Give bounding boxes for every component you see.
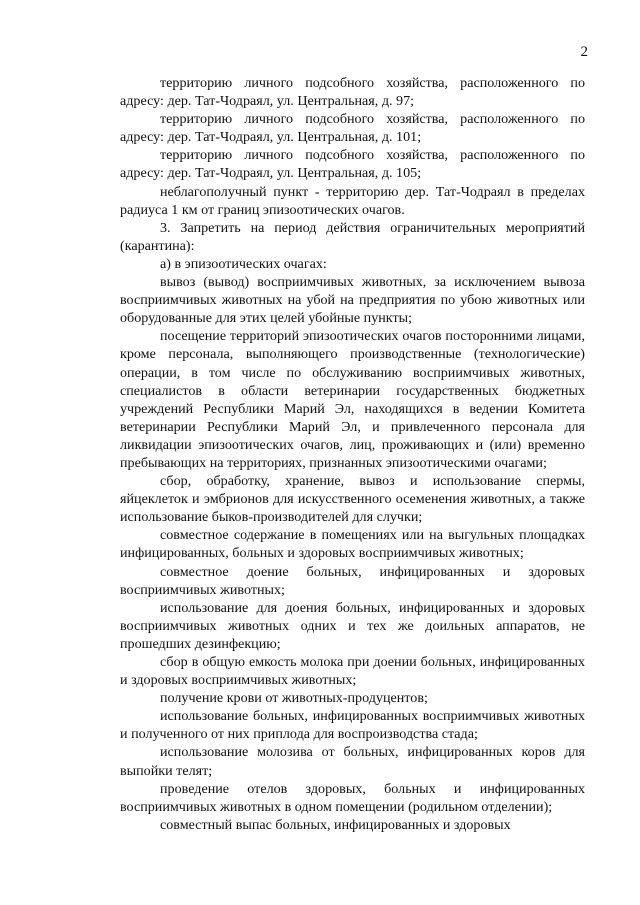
document-body — [120, 74, 585, 834]
paragraph: 3. Запретить на период действия ограничительных мероприятий (карантина): — [120, 219, 585, 254]
paragraph: посещение территорий эпизоотических очагов посторонними лицами, кроме персонала, выполняющего производственные (технологические) операции, в том числе по обслуживанию восприимчивых животных, специалистов в области ветеринарии государственных бюджетных учреждений Республики Марий Эл, находящихся в ведении Комитета ветеринарии Республики Марий Эл, и привлеченного персонала для ликвидации эпизоотических очагов, лиц, проживающих и (или) временно пребывающих на территориях, признанных эпизоотическими очагами; — [120, 328, 585, 471]
paragraph: территорию личного подсобного хозяйства, расположенного по адресу: дер. Тат-Чодраял, ул. Центральная, д. 97; — [120, 75, 585, 110]
paragraph: совместное доение больных, инфицированных и здоровых восприимчивых животных; — [120, 563, 585, 598]
paragraph: сбор в общую емкость молока при доении больных, инфицированных и здоровых восприимчивых животных; — [120, 654, 585, 689]
paragraph: проведение отелов здоровых, больных и инфицированных восприимчивых животных в одном помещении (родильном отделении); — [120, 780, 585, 815]
paragraph: неблагополучный пункт - территорию дер. Тат-Чодраял в пределах радиуса 1 км от границ эпизоотических очагов. — [120, 183, 585, 218]
paragraph: использование молозива от больных, инфицированных коров для выпойки телят; — [120, 744, 585, 779]
paragraph: вывоз (вывод) восприимчивых животных, за исключением вывоза восприимчивых животных на убой на предприятия по убою животных или оборудованные для этих целей убойные пункты; — [120, 274, 585, 327]
paragraph: а) в эпизоотических очагах: — [160, 255, 327, 272]
paragraph: совместное содержание в помещениях или на выгульных площадках инфицированных, больных и здоровых восприимчивых животных; — [120, 527, 585, 562]
page-number: 2 — [580, 44, 588, 60]
paragraph: использование больных, инфицированных восприимчивых животных и полученного от них приплода для воспроизводства стада; — [120, 708, 585, 743]
paragraph: сбор, обработку, хранение, вывоз и использование спермы, яйцеклеток и эмбрионов для искусственного осеменения животных, а также использование быков-производителей для случки; — [120, 473, 585, 526]
paragraph: получение крови от животных-продуцентов; — [160, 690, 428, 707]
paragraph: территорию личного подсобного хозяйства, расположенного по адресу: дер. Тат-Чодраял, ул. Центральная, д. 105; — [120, 147, 585, 182]
paragraph: совместный выпас больных, инфицированных и здоровых — [160, 816, 511, 833]
paragraph: территорию личного подсобного хозяйства, расположенного по адресу: дер. Тат-Чодраял, ул. Центральная, д. 101; — [120, 111, 585, 146]
paragraph: использование для доения больных, инфицированных и здоровых восприимчивых животных одних и тех же доильных аппаратов, не прошедших дезинфекцию; — [120, 599, 585, 652]
